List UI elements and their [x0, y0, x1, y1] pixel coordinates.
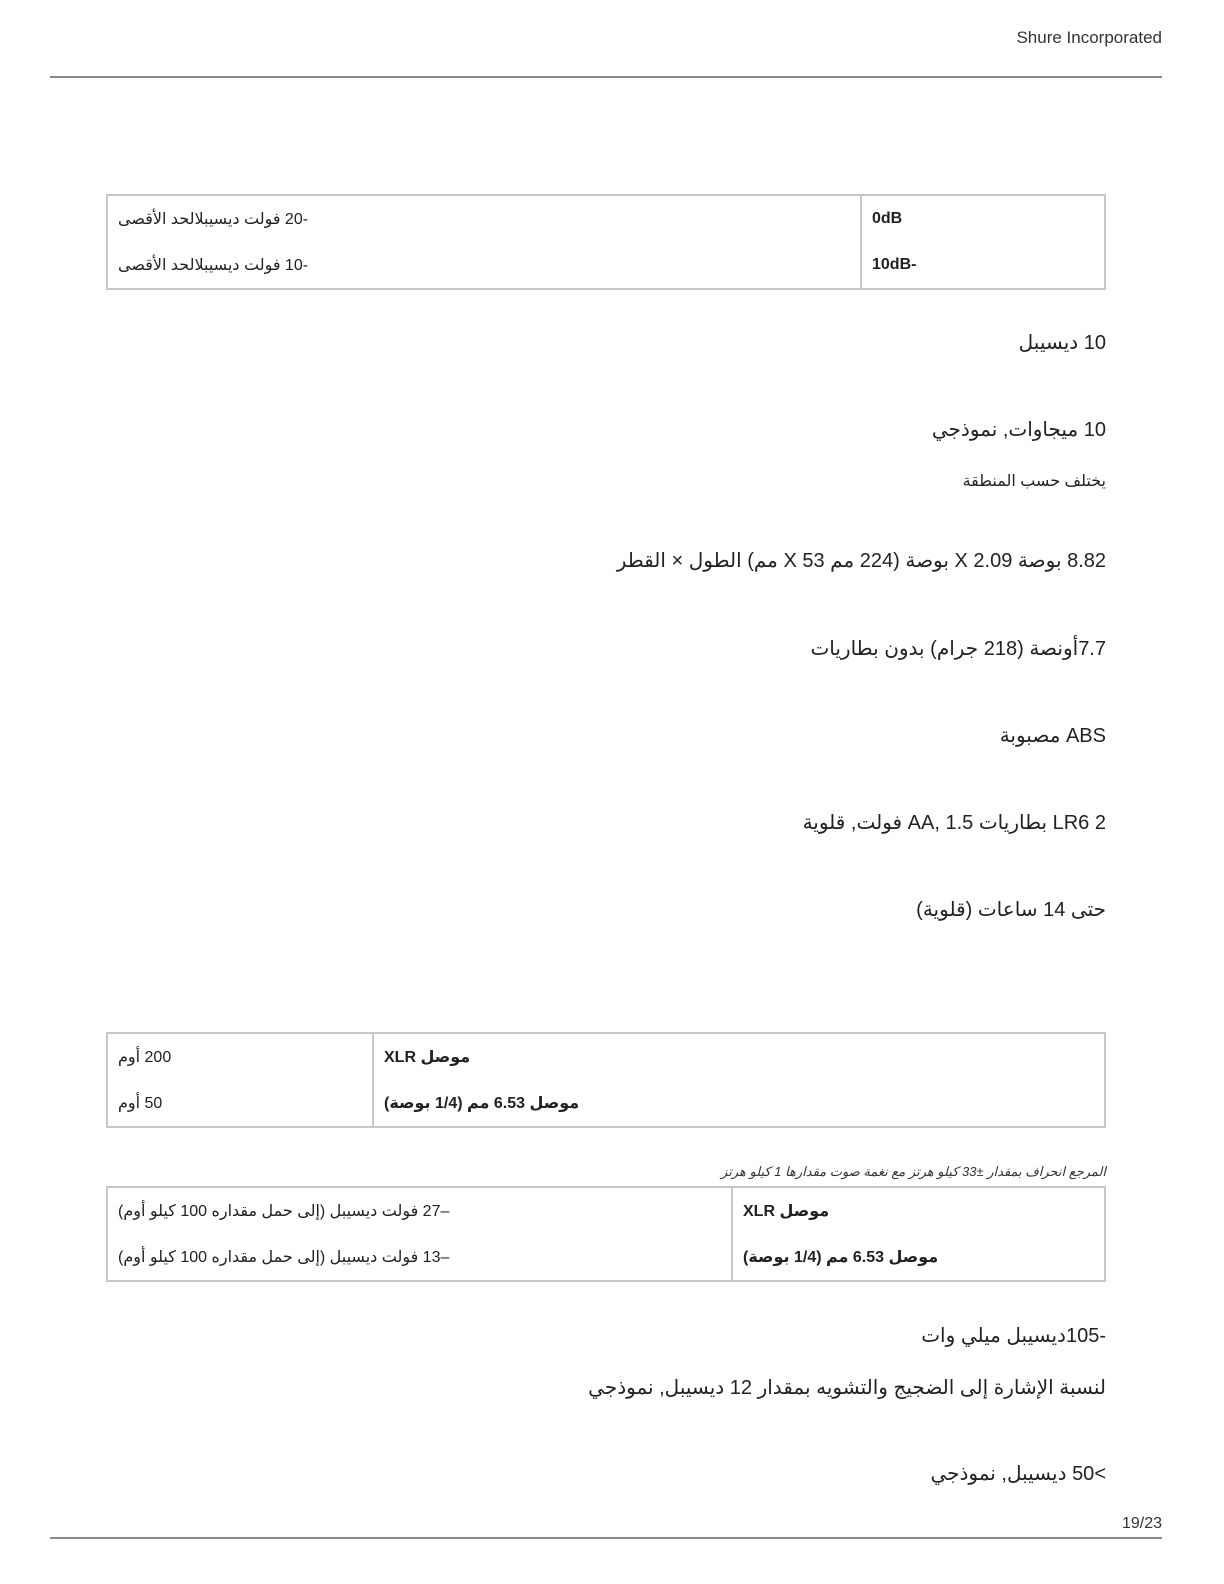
table-cell-label: 10dB-: [861, 242, 1105, 289]
table-row: [107, 195, 1105, 242]
table-cell-value: 50 أوم: [118, 1095, 163, 1112]
table-cell-label: [373, 1033, 1105, 1080]
table-row: [107, 1033, 1105, 1080]
table-cell-value: –27 فولت ديسيبل (إلى حمل مقداره 100 كيلو أوم): [118, 1203, 450, 1220]
spec-rf-power: 10 ميجاوات, نموذجي: [931, 419, 1106, 441]
table-cell-label: [732, 1234, 1105, 1281]
table-cell-label: [373, 1080, 1105, 1127]
spec-gain: 10 ديسيبل: [1018, 332, 1106, 354]
output-reference-note: المرجع انحراف بمقدار ±33 كيلو هرتز مع نغمة صوت مقدارها 1 كيلو هرتز: [721, 1164, 1106, 1179]
spec-weight: 7.7أونصة (218 جرام) بدون بطاريات: [810, 638, 1106, 660]
spec-batteries: 2 LR6 بطاريات AA, 1.5 فولت, قلوية: [802, 812, 1106, 834]
spec-housing: ABS مصبوبة: [999, 725, 1106, 747]
table-cell-label-text: موصل XLR: [743, 1203, 830, 1220]
table-row: [107, 1234, 1105, 1281]
spec-rf-sensitivity: -105ديسيبل ميلي وات: [921, 1325, 1106, 1347]
table-cell-value: -10 فولت ديسيبلالحد الأقصى: [118, 257, 309, 274]
table-row: [107, 1080, 1105, 1127]
spec-rf-power-note: يختلف حسب المنطقة: [962, 473, 1106, 490]
table-cell-label: 0dB: [861, 195, 1105, 242]
spec-image-rejection: >50 ديسيبل, نموذجي: [930, 1463, 1106, 1485]
table-cell-value: –13 فولت ديسيبل (إلى حمل مقداره 100 كيلو أوم): [118, 1249, 450, 1266]
table-cell-value: -20 فولت ديسيبلالحد الأقصى: [118, 211, 309, 228]
table-cell-label-text: موصل XLR: [384, 1049, 471, 1066]
impedance-table: [106, 1032, 1106, 1128]
table-cell-label-text: موصل 6.53 مم (1/4 بوصة): [384, 1095, 580, 1112]
table-row: [107, 242, 1105, 289]
table-cell-value: 200 أوم: [118, 1049, 172, 1066]
spec-rf-sensitivity-note: لنسبة الإشارة إلى الضجيج والتشويه بمقدار 12 ديسيبل, نموذجي: [588, 1377, 1106, 1399]
table-cell-label: [732, 1187, 1105, 1234]
table-row: [107, 1187, 1105, 1234]
table-cell-label-text: موصل 6.53 مم (1/4 بوصة): [743, 1249, 939, 1266]
output-level-table: [106, 1186, 1106, 1282]
spec-dimensions: 8.82 بوصة X 2.09 بوصة (224 مم X 53 مم) الطول × القطر: [616, 550, 1106, 572]
page-number: 19/23: [1121, 1515, 1162, 1532]
header-divider: [50, 76, 1162, 78]
spec-battery-life: حتى 14 ساعات (قلوية): [916, 899, 1106, 921]
footer-divider: [50, 1537, 1162, 1539]
header-company-name: Shure Incorporated: [1016, 28, 1162, 47]
sensitivity-table: [106, 194, 1106, 290]
